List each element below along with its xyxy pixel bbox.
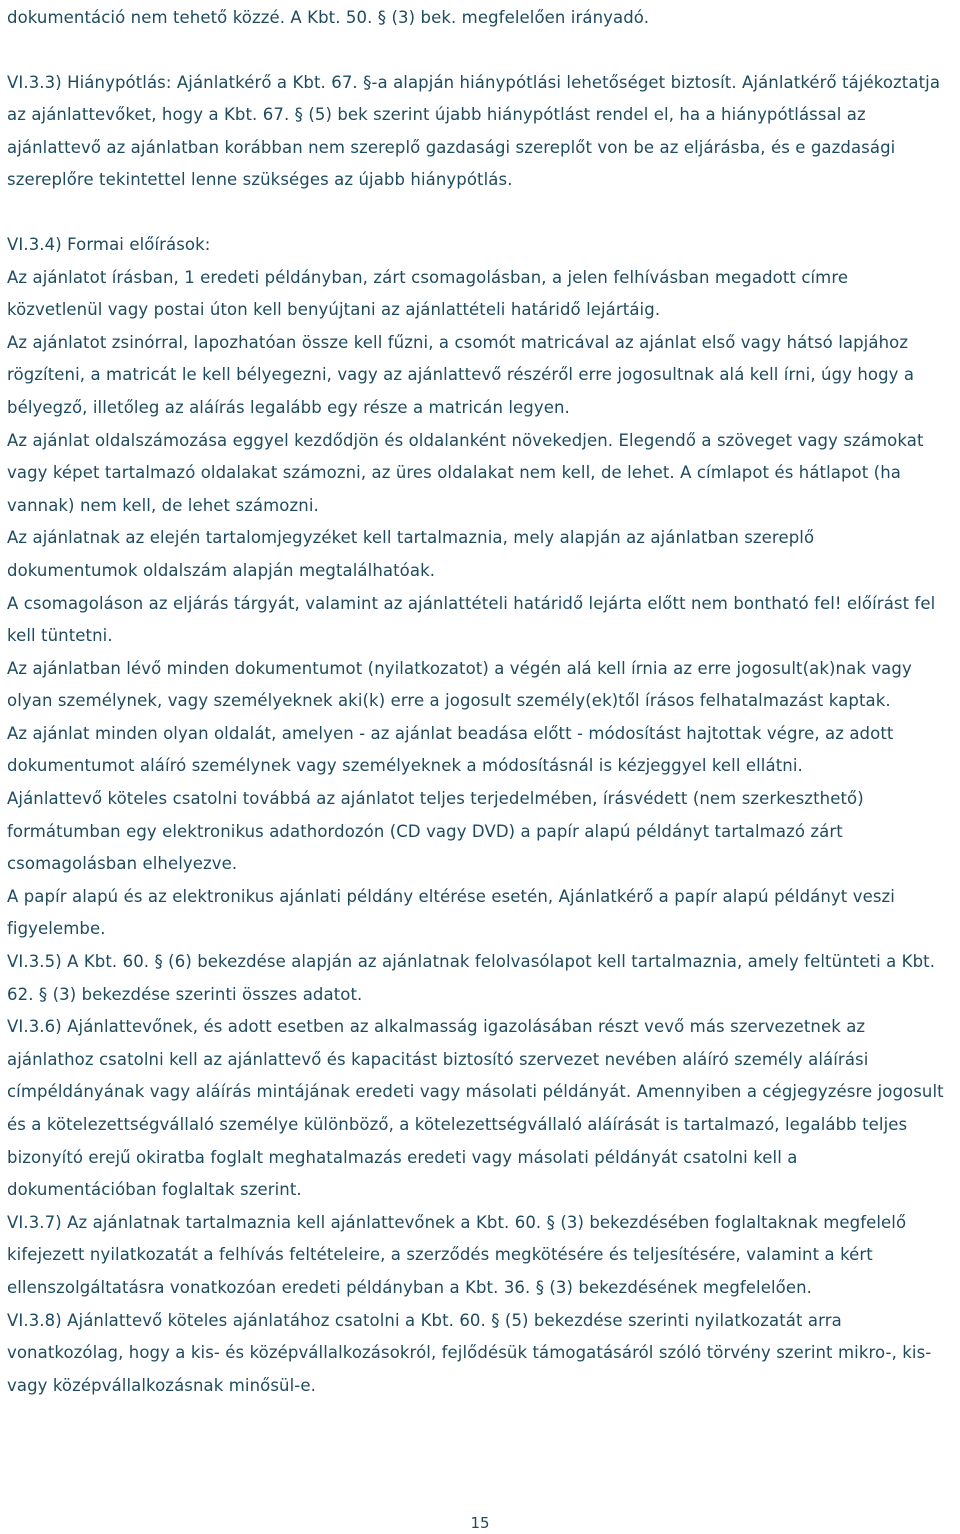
paragraph-signatures: Az ajánlatban lévő minden dokumentumot (nyilatkozatot) a végén alá kell írnia az erre jogosult(ak)nak vagy olyan személynek, vagy személyeknek aki(k) erre a jogosult személy(ek)től írásos felhatalmazást kaptak. [7, 658, 912, 711]
paragraph-modifications: Az ajánlat minden olyan oldalát, amelyen - az ajánlat beadása előtt - módosítást hajtottak végre, az adott dokumentumot aláíró személynek vagy személyeknek a módosításnál is kézjeggyel kell ellátni. [7, 723, 894, 776]
paragraph-packaging: A csomagoláson az eljárás tárgyát, valamint az ajánlattételi határidő lejárta előtt nem bontható fel! előírást fel kell tüntetni. [7, 593, 936, 646]
paragraph-section-3-5: VI.3.5) A Kbt. 60. § (6) bekezdése alapján az ajánlatnak felolvasólapot kell tartalmaznia, amely feltünteti a Kbt. 62. § (3) bekezdése szerinti összes adatot. [7, 952, 936, 1004]
paragraph-discrepancy: A papír alapú és az elektronikus ajánlati példány eltérése esetén, Ajánlatkérő a papír alapú példányt veszi figyelembe. [7, 886, 895, 939]
paragraph-section-3-4-heading: VI.3.4) Formai előírások: [7, 234, 211, 254]
paragraph-submission: Az ajánlatot írásban, 1 eredeti példányban, zárt csomagolásban, a jelen felhívásban megadott címre közvetlenül vagy postai úton kell benyújtani az ajánlattételi határidő lejártáig. [7, 267, 849, 320]
paragraph-section-3-6: VI.3.6) Ajánlattevőnek, és adott esetben az alkalmasság igazolásában részt vevő más szervezetnek az ajánlathoz csatolni kell az ajánlattevő és kapacitást biztosító szervezet nevében aláíró személy aláírási címpéldányának vagy aláírás mintájának eredeti vagy másolati példányát. Amennyiben a cégjegyzésre jogosult és a kötelezettségvállaló személye különböző, a kötelezettségvállaló aláírását is tartalmazó, legalább teljes bizonyító erejű okiratba foglalt meghatalmazás eredeti vagy másolati példányát csatolni kell a dokumentációban foglaltak szerint. [7, 1017, 944, 1200]
document-body [7, 2, 948, 1402]
paragraph-section-3-3: VI.3.3) Hiánypótlás: Ajánlatkérő a Kbt. 67. §-a alapján hiánypótlási lehetőséget biztosít. Ajánlatkérő tájékoztatja az ajánlattevőket, hogy a Kbt. 67. § (5) bek szerint újabb hiánypótlást rendel el, ha a hiánypótlással az ajánlattevő az ajánlatban korábban nem szereplő gazdasági szereplőt von be az eljárásba, és e gazdasági szereplőre tekintettel lenne szükséges az újabb hiánypótlás. [7, 72, 941, 190]
paragraph-binding: Az ajánlatot zsinórral, lapozhatóan össze kell fűzni, a csomót matricával az ajánlat első vagy hátsó lapjához rögzíteni, a matricát le kell bélyegezni, vagy az ajánlattevő részéről erre jogosultnak alá kell írni, úgy hogy a bélyegző, illetőleg az aláírás legalább egy része a matricán legyen. [7, 332, 915, 417]
page-number: 15 [470, 1514, 490, 1532]
paragraph-intro: dokumentáció nem tehető közzé. A Kbt. 50. § (3) bek. megfelelően irányadó. [7, 8, 650, 27]
paragraph-table-of-contents: Az ajánlatnak az elején tartalomjegyzéket kell tartalmaznia, mely alapján az ajánlatban szereplő dokumentumok oldalszám alapján megtalálhatóak. [7, 528, 815, 580]
paragraph-page-numbering: Az ajánlat oldalszámozása eggyel kezdődjön és oldalanként növekedjen. Elegendő a szöveget vagy számokat vagy képet tartalmazó oldalakat számozni, az üres oldalakat nem kell, de lehet. A címlapot és hátlapot (ha vannak) nem kell, de lehet számozni. [7, 430, 924, 515]
paragraph-section-3-7: VI.3.7) Az ajánlatnak tartalmaznia kell ajánlattevőnek a Kbt. 60. § (3) bekezdésében foglaltaknak megfelelő kifejezett nyilatkozatát a felhívás feltételeire, a szerződés megkötésére és teljesítésére, valamint a kért ellenszolgáltatásra vonatkozóan eredeti példányban a Kbt. 36. § (3) bekezdésének megfelelően. [7, 1212, 907, 1297]
paragraph-section-3-8: VI.3.8) Ajánlattevő köteles ajánlatához csatolni a Kbt. 60. § (5) bekezdése szerinti nyilatkozatát arra vonatkozólag, hogy a kis- és középvállalkozásokról, fejlődésük támogatásáról szóló törvény szerint mikro-, kis- vagy középvállalkozásnak minősül-e. [7, 1310, 932, 1395]
paragraph-electronic-copy: Ajánlattevő köteles csatolni továbbá az ajánlatot teljes terjedelmében, írásvédett (nem szerkeszthető) formátumban egy elektronikus adathordozón (CD vagy DVD) a papír alapú példányt tartalmazó zárt csomagolásban elhelyezve. [7, 789, 864, 874]
